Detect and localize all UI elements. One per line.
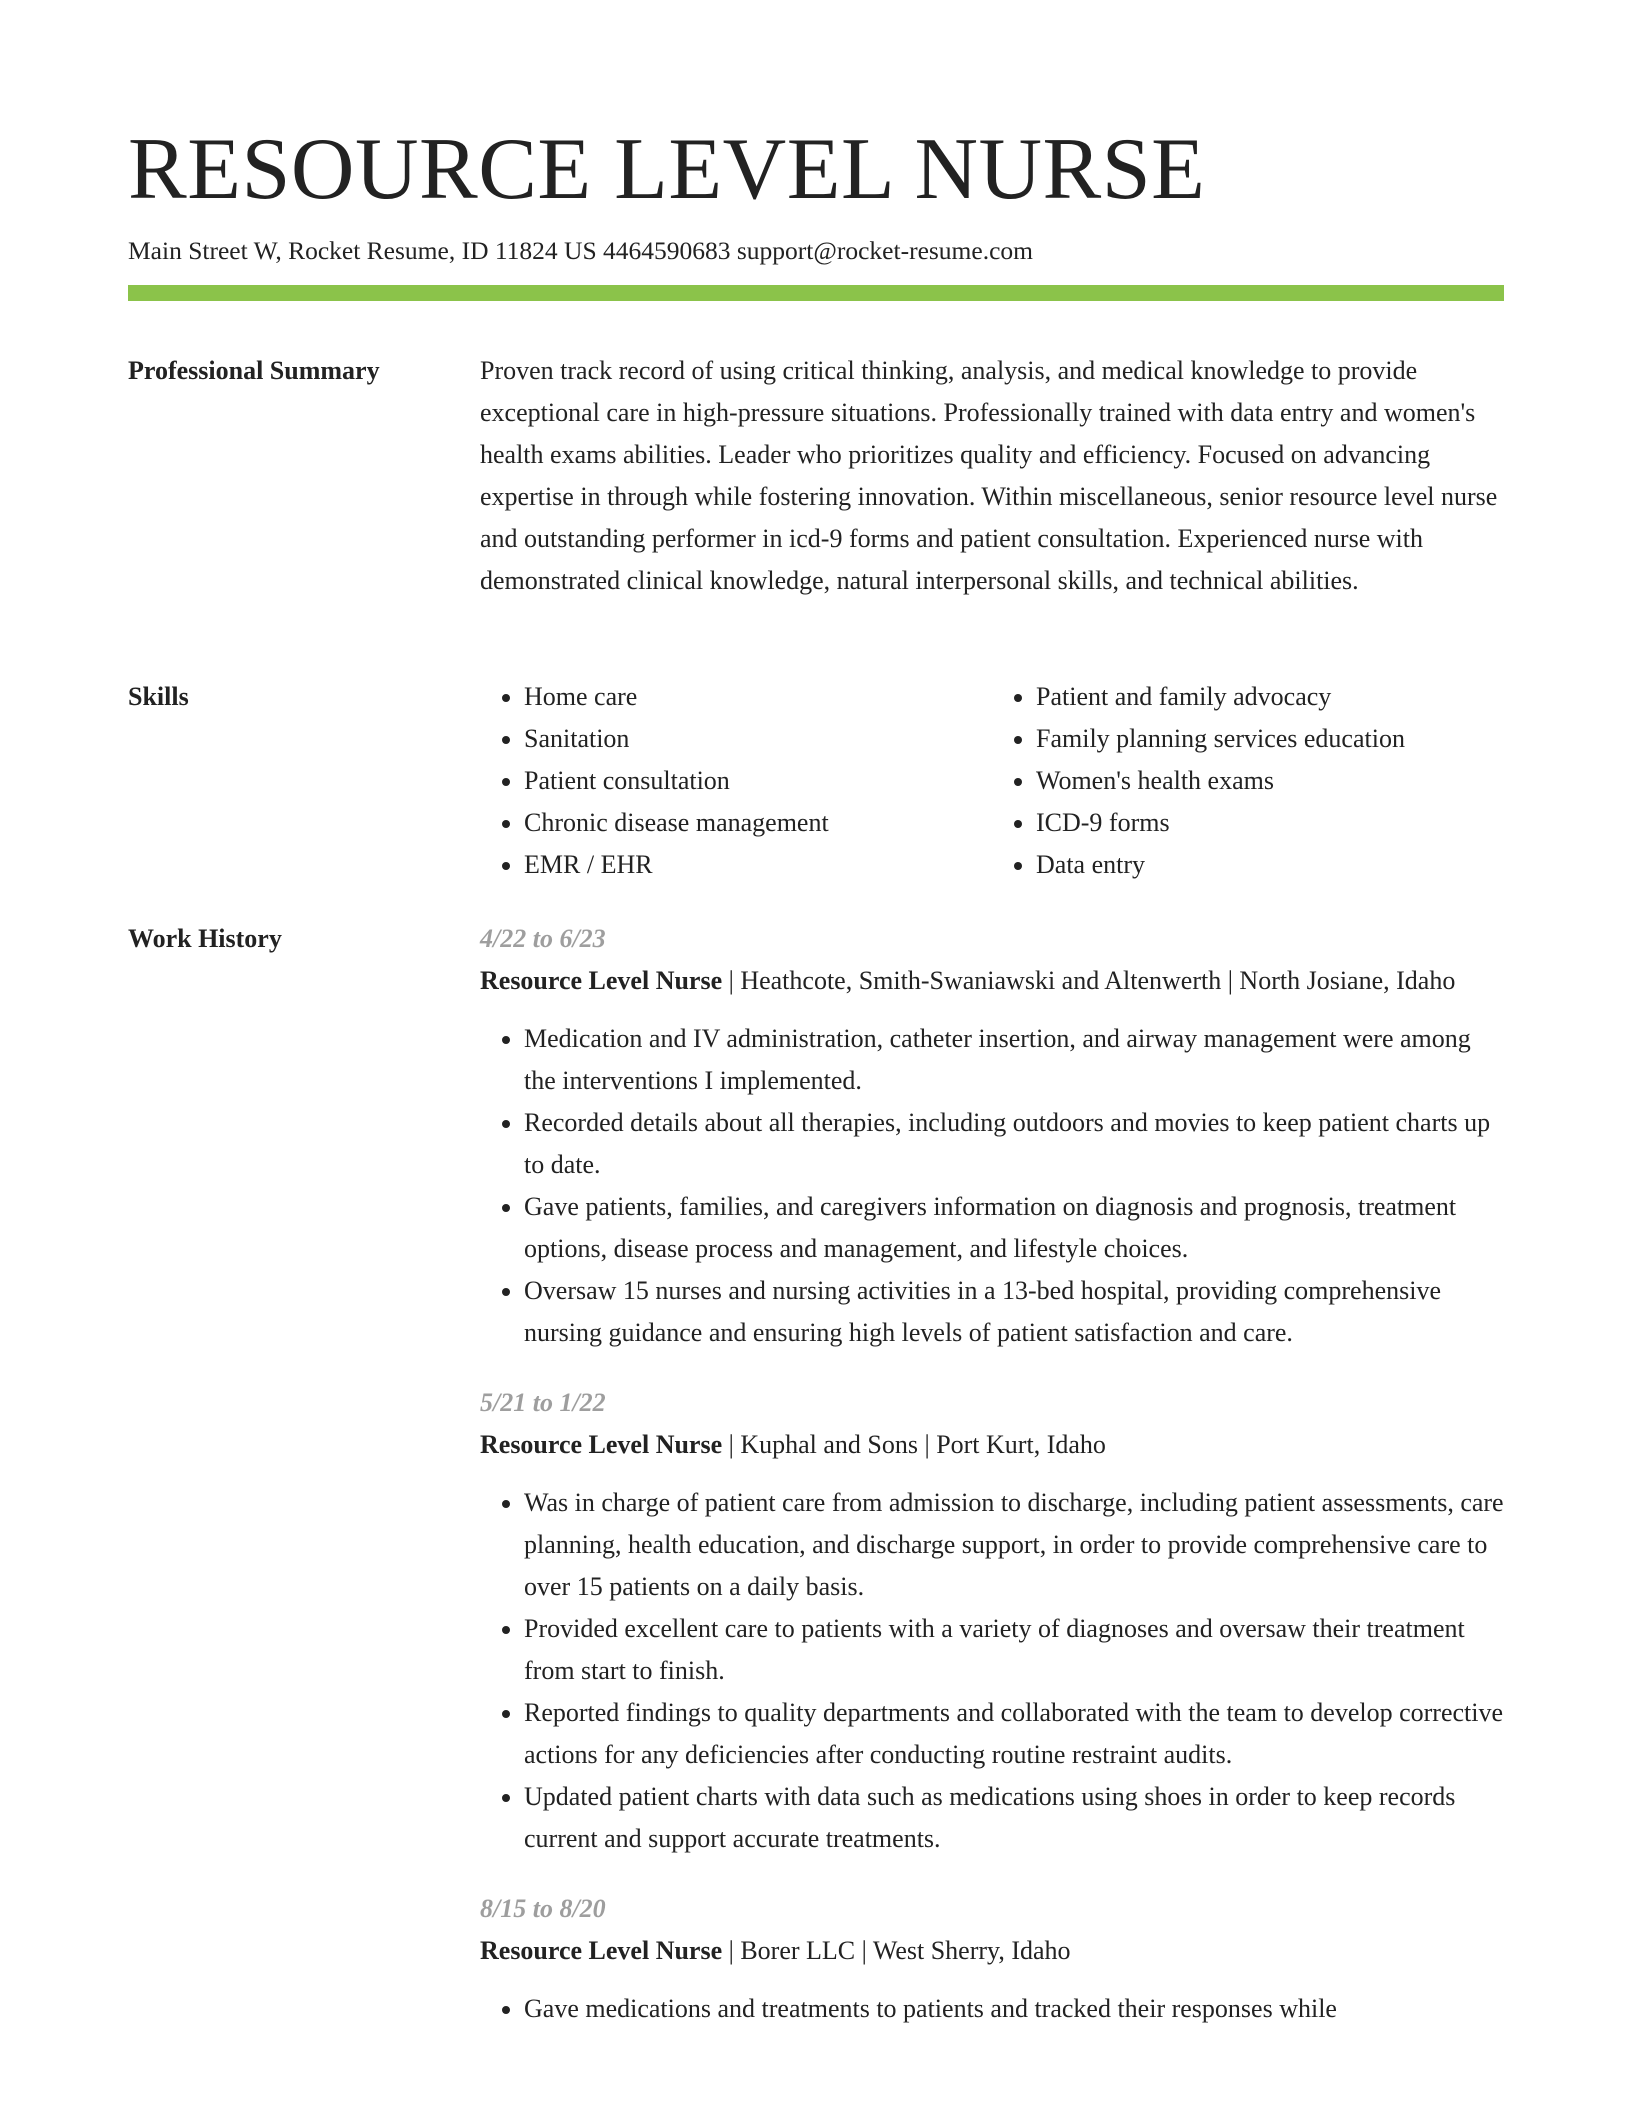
summary-heading: Professional Summary bbox=[128, 356, 380, 385]
job-bullets bbox=[480, 1482, 1504, 1860]
skill-item: • Home care bbox=[524, 676, 992, 718]
skill-item: • Family planning services education bbox=[1036, 718, 1504, 760]
job-entry bbox=[480, 1888, 1504, 2030]
job-bullets bbox=[480, 1988, 1504, 2030]
summary-body bbox=[480, 350, 1504, 602]
skills-list-right bbox=[992, 676, 1504, 886]
job-details: | Kuphal and Sons | Port Kurt, Idaho bbox=[722, 1430, 1106, 1459]
job-entry bbox=[480, 918, 1504, 1354]
job-bullet: • Recorded details about all therapies, including outdoors and movies to keep patient charts up to date. bbox=[524, 1102, 1504, 1186]
job-dates: 8/15 to 8/20 bbox=[480, 1894, 606, 1923]
skill-item: • EMR / EHR bbox=[524, 844, 992, 886]
job-entry bbox=[480, 1382, 1504, 1860]
job-title-line bbox=[480, 960, 1504, 1002]
job-bullet: • Gave medications and treatments to patients and tracked their responses while bbox=[524, 1988, 1504, 2030]
skill-item: • Chronic disease management bbox=[524, 802, 992, 844]
job-bullet: • Provided excellent care to patients with a variety of diagnoses and oversaw their treatment from start to finish. bbox=[524, 1608, 1504, 1692]
skill-item: • Women's health exams bbox=[1036, 760, 1504, 802]
job-bullet: • Reported findings to quality departments and collaborated with the team to develop corrective actions for any deficiencies after conducting routine restraint audits. bbox=[524, 1692, 1504, 1776]
skill-item: • Data entry bbox=[1036, 844, 1504, 886]
skills-list-left bbox=[480, 676, 992, 886]
job-title: Resource Level Nurse bbox=[480, 966, 723, 995]
job-bullet: • Was in charge of patient care from admission to discharge, including patient assessments, care planning, health education, and discharge support, in order to provide comprehensive care to over 15 patients on a daily basis. bbox=[524, 1482, 1504, 1608]
skills-heading: Skills bbox=[128, 682, 189, 711]
job-bullets bbox=[480, 1018, 1504, 1354]
work-history-body bbox=[480, 918, 1504, 2058]
job-title-line bbox=[480, 1424, 1504, 1466]
job-bullet: • Gave patients, families, and caregivers information on diagnosis and prognosis, treatment options, disease process and management, and lifestyle choices. bbox=[524, 1186, 1504, 1270]
skills-body bbox=[480, 676, 1504, 886]
skill-item: • ICD-9 forms bbox=[1036, 802, 1504, 844]
job-dates: 4/22 to 6/23 bbox=[480, 924, 606, 953]
work-history-heading: Work History bbox=[128, 924, 282, 953]
skill-item: • Patient consultation bbox=[524, 760, 992, 802]
summary-text: Proven track record of using critical thinking, analysis, and medical knowledge to provide exceptional care in high-pressure situations. Professionally trained with data entry and women's health exams abilities. Leader who prioritizes quality and efficiency. Focused on advancing expertise in through while fostering innovation. Within miscellaneous, senior resource level nurse and outstanding performer in icd-9 forms and patient consultation. Experienced nurse with demonstrated clinical knowledge, natural interpersonal skills, and technical abilities. bbox=[480, 356, 1498, 595]
job-details: | Heathcote, Smith-Swaniawski and Altenwerth | North Josiane, Idaho bbox=[722, 966, 1456, 995]
skills-columns bbox=[480, 676, 1504, 886]
job-bullet: • Updated patient charts with data such as medications using shoes in order to keep records current and support accurate treatments. bbox=[524, 1776, 1504, 1860]
job-title-line bbox=[480, 1930, 1504, 1972]
contact-line: Main Street W, Rocket Resume, ID 11824 US 4464590683 support@rocket-resume.com bbox=[128, 236, 1033, 265]
job-bullet: • Medication and IV administration, catheter insertion, and airway management were among the interventions I implemented. bbox=[524, 1018, 1504, 1102]
job-title: Resource Level Nurse bbox=[480, 1936, 723, 1965]
accent-divider bbox=[128, 285, 1504, 301]
resume-name: RESOURCE LEVEL NURSE bbox=[128, 121, 1206, 218]
skill-item: • Patient and family advocacy bbox=[1036, 676, 1504, 718]
job-details: | Borer LLC | West Sherry, Idaho bbox=[722, 1936, 1071, 1965]
skill-item: • Sanitation bbox=[524, 718, 992, 760]
resume-header bbox=[128, 118, 1504, 268]
job-bullet: • Oversaw 15 nurses and nursing activities in a 13-bed hospital, providing comprehensive nursing guidance and ensuring high levels of patient satisfaction and care. bbox=[524, 1270, 1504, 1354]
job-dates: 5/21 to 1/22 bbox=[480, 1388, 606, 1417]
job-title: Resource Level Nurse bbox=[480, 1430, 723, 1459]
